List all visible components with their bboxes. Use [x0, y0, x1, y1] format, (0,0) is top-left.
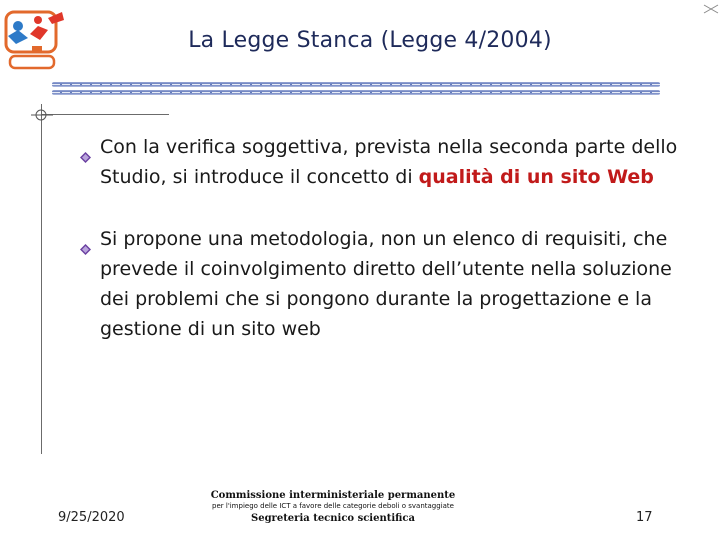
left-horizontal-line: [41, 114, 169, 115]
crosshair-icon: [31, 104, 53, 126]
bullet-diamond-icon: [80, 142, 91, 153]
logo-icon: [2, 6, 72, 70]
footer-date: 9/25/2020: [58, 510, 125, 525]
page-number: 17: [636, 510, 653, 525]
bullet-2-text: Si propone una metodologia, non un elenco di requisiti, che prevede il coinvolgimento diretto dell’utente nella soluzione dei problemi che si pongono durante la progettazione e la gestione di un sito web: [100, 228, 672, 340]
footer-org-line2: per l'impiego delle ICT a favore delle categorie deboli o svantaggiate: [212, 502, 454, 510]
bullet-1-text: Con la verifica soggettiva, prevista nella seconda parte dello Studio, si introduce il concetto di: [100, 136, 678, 188]
bullet-item-2: [80, 224, 680, 344]
footer-org-line1: Commissione interministeriale permanente: [210, 490, 456, 501]
title-underline: [52, 80, 660, 98]
corner-mark: [702, 0, 720, 12]
bullet-diamond-icon: [80, 234, 91, 245]
bullet-1-highlight: qualità di un sito Web: [418, 166, 654, 188]
bullet-item-1: [80, 132, 680, 192]
left-vertical-line: [41, 104, 42, 454]
bullet-list: [80, 132, 680, 344]
footer-organization: [210, 490, 456, 524]
footer-org-line3: Segreteria tecnico scientifica: [250, 513, 415, 524]
slide-title: La Legge Stanca (Legge 4/2004): [188, 28, 552, 53]
